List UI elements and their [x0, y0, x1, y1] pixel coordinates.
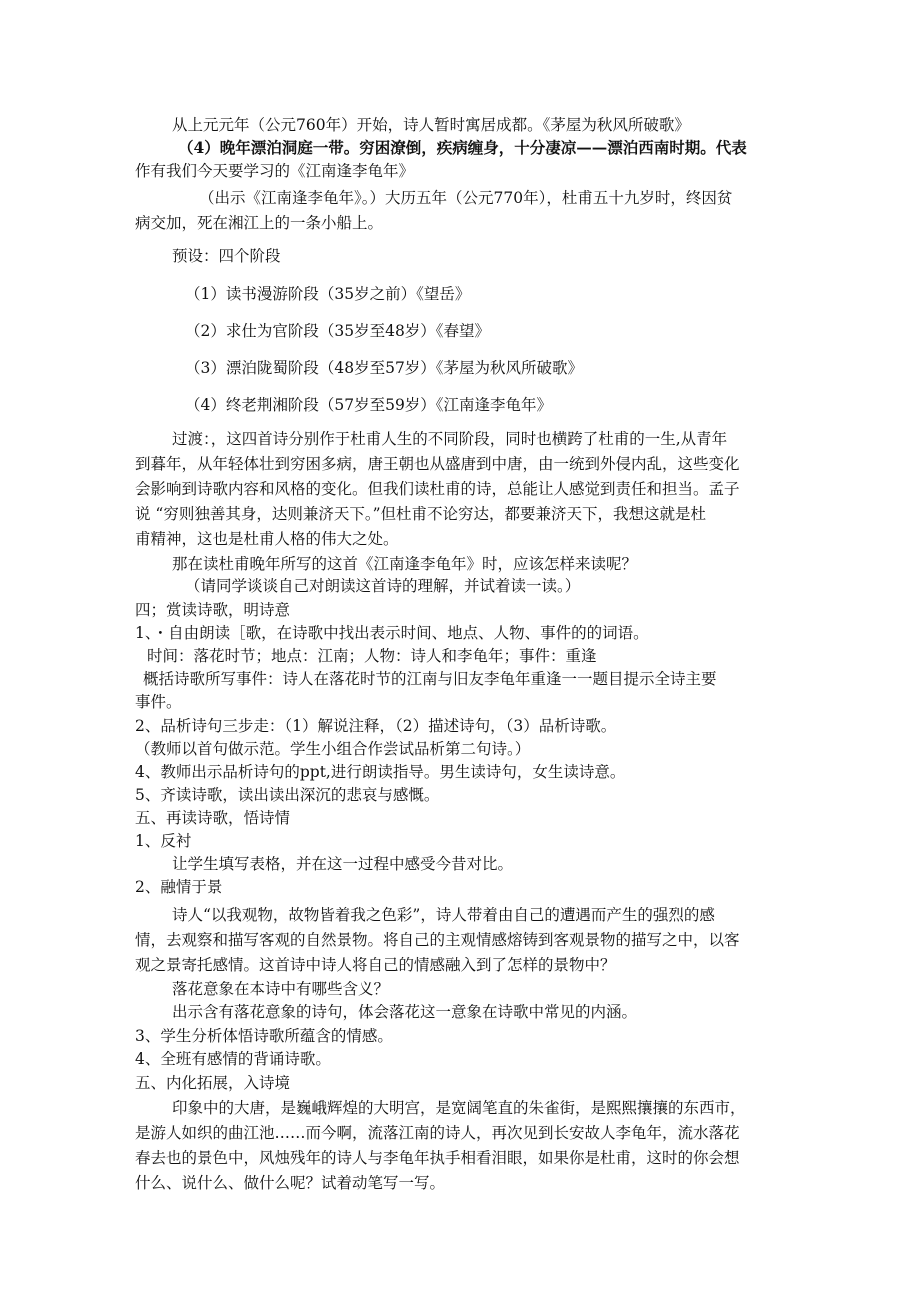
text-line: 四；赏读诗歌，明诗意	[135, 601, 291, 619]
text-line: 情，去观察和描写客观的自然景物。将自己的主观情感熔铸到客观景物的描写之中，以客	[135, 931, 740, 949]
text-line: 甫精神，这也是杜甫人格的伟大之处。	[135, 530, 399, 548]
text-line: （4）终老荆湘阶段（57岁至59岁）《江南逢李龟年》	[185, 396, 553, 414]
text-line: 说 “穷则独善其身，达则兼济天下。”但杜甫不论穷达，都要兼济天下，我想这就是杜	[135, 505, 707, 523]
text-line: 落花意象在本诗中有哪些含义？	[172, 980, 390, 998]
text-line: 到暮年，从年轻体壮到穷困多病，唐王朝也从盛唐到中唐，由一统到外侵内乱，这些变化	[135, 455, 740, 473]
text-line: 从上元元年（公元760年）开始，诗人暂时寓居成都。《茅屋为秋风所破歌》	[172, 116, 690, 134]
text-line: 1、反衬	[135, 832, 192, 850]
text-line: 病交加，死在湘江上的一条小船上。	[135, 214, 384, 232]
text-line: 2、融情于景	[135, 878, 223, 896]
text-line: 时间：落花时节；地点：江南；人物：诗人和李龟年；事件：重逢	[147, 647, 597, 665]
text-line: 2、品析诗句三步走：（1）解说注释，（2）描述诗句，（3）品析诗歌。	[135, 717, 617, 735]
text-line: 让学生填写表格，并在这一过程中感受今昔对比。	[172, 855, 514, 873]
text-line: （请同学谈谈自己对朗读这首诗的理解，并试着读一读。）	[185, 577, 581, 595]
text-line: （4）晚年漂泊洞庭一带。穷困潦倒，疾病缠身，十分凄凉——漂泊西南时期。代表	[178, 138, 747, 157]
text-line: （2）求仕为官阶段（35岁至48岁）《春望》	[185, 322, 491, 340]
text-line: 预设：四个阶段	[172, 247, 281, 265]
text-line: 春去也的景色中，风烛残年的诗人与李龟年执手相看泪眼，如果你是杜甫，这时的你会想	[135, 1149, 740, 1167]
text-line: 是游人如织的曲江池……而今啊，流落江南的诗人，再次见到长安故人李龟年，流水落花	[135, 1124, 740, 1142]
text-line: （1）读书漫游阶段（35岁之前）《望岳》	[185, 285, 471, 303]
text-line: 五、内化拓展，入诗境	[135, 1074, 291, 1092]
text-line: 1、・自由朗读［歌，在诗歌中找出表示时间、地点、人物、事件的的词语。	[135, 624, 649, 642]
text-line: （出示《江南逢李龟年》。）大历五年（公元770年），杜甫五十九岁时，终因贫	[199, 189, 733, 207]
text-line: 5、齐读诗歌，读出读出深沉的悲哀与感慨。	[135, 786, 440, 804]
text-line: 会影响到诗歌内容和风格的变化。但我们读杜甫的诗，总能让人感觉到责任和担当。孟子	[135, 480, 740, 498]
text-line: 那在读杜甫晚年所写的这首《江南逢李龟年》时，应该怎样来读呢？	[172, 555, 638, 573]
text-line: 五、再读诗歌，悟诗情	[135, 809, 291, 827]
text-line: （3）漂泊陇蜀阶段（48岁至57岁）《茅屋为秋风所破歌》	[185, 359, 584, 377]
text-line: 4、全班有感情的背诵诗歌。	[135, 1050, 331, 1068]
text-line: （教师以首句做示范。学生小组合作尝试品析第二句诗。）	[135, 740, 531, 758]
text-line: 过渡：，这四首诗分别作于杜甫人生的不同阶段，同时也横跨了杜甫的一生,从青年	[172, 430, 728, 448]
text-line: 印象中的大唐，是巍峨辉煌的大明宫，是宽阔笔直的朱雀街，是熙熙攘攘的东西市，	[172, 1099, 746, 1117]
text-line: 什么、说什么、做什么呢？试着动笔写一写。	[135, 1174, 446, 1192]
text-line: 概括诗歌所写事件：诗人在落花时节的江南与旧友李龟年重逢一一题目提示全诗主要	[143, 670, 717, 688]
text-line: 事件。	[135, 693, 182, 711]
text-line: 作有我们今天要学习的《江南逢李龟年》	[135, 162, 415, 180]
text-line: 观之景寄托感情。这首诗中诗人将自己的情感融入到了怎样的景物中？	[135, 956, 616, 974]
text-line: 4、教师出示品析诗句的ppt,进行朗读指导。男生读诗句，女生读诗意。	[135, 763, 626, 781]
text-line: 3、学生分析体悟诗歌所蕴含的情感。	[135, 1027, 393, 1045]
text-line: 出示含有落花意象的诗句，体会落花这一意象在诗歌中常见的内涵。	[172, 1003, 638, 1021]
text-line: 诗人“以我观物，故物皆着我之色彩”，诗人带着由自己的遭遇而产生的强烈的感	[172, 906, 715, 924]
